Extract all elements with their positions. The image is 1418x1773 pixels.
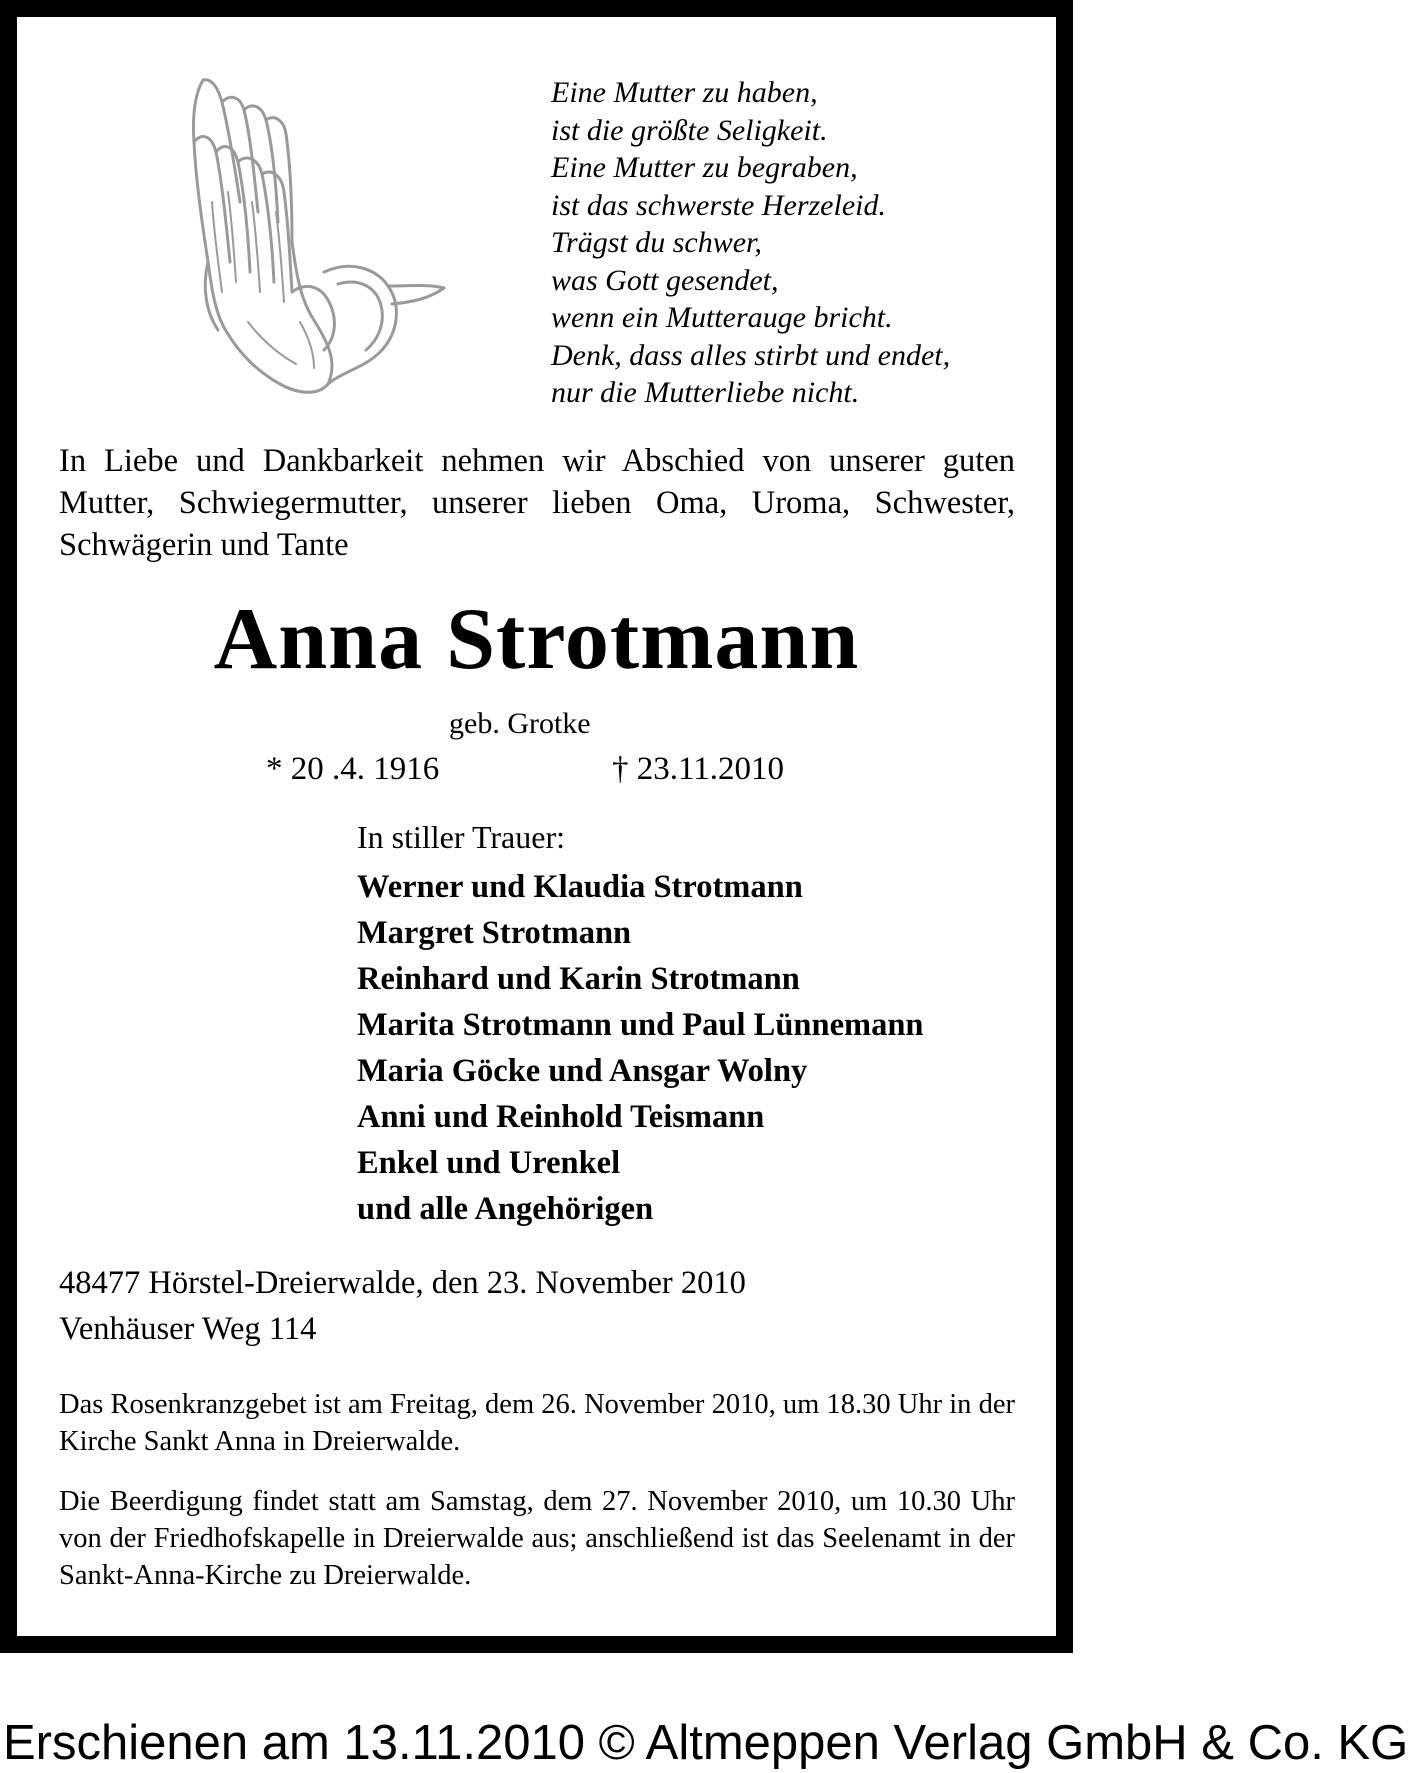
mourner: Maria Göcke und Ansgar Wolny bbox=[357, 1053, 808, 1089]
poem-line: Denk, dass alles stirbt und endet, bbox=[551, 338, 951, 372]
publication-footer: Erschienen am 13.11.2010 © Altmeppen Verlag GmbH & Co. KG bbox=[3, 1716, 1409, 1770]
mourner: Anni und Reinhold Teismann bbox=[357, 1099, 765, 1135]
poem-line: was Gott gesendet, bbox=[551, 263, 779, 297]
poem-line: nur die Mutterliebe nicht. bbox=[551, 376, 860, 409]
praying-hands-icon bbox=[188, 72, 448, 402]
maiden-name: geb. Grotke bbox=[449, 707, 591, 740]
funeral-notice: Die Beerdigung findet statt am Samstag, dem 27. November 2010, um 10.30 Uhr von der Friedhofskapelle in Dreierwalde aus; anschließend ist das Seelenamt in der Sankt-Anna-Kirche zu Dreierwalde. bbox=[59, 1486, 1015, 1591]
deceased-name: Anna Strotmann bbox=[213, 591, 860, 688]
death-date: † 23.11.2010 bbox=[612, 751, 785, 787]
poem-line: ist das schwerste Herzeleid. bbox=[551, 188, 886, 222]
intro-text: In Liebe und Dankbarkeit nehmen wir Abschied von unserer guten Mutter, Schwiegermutter, unserer lieben Oma, Uroma, Schwester, Schwägerin und Tante bbox=[59, 443, 1015, 563]
poem-line: Eine Mutter zu begraben, bbox=[551, 151, 858, 184]
mourners-heading: In stiller Trauer: bbox=[357, 819, 565, 855]
birth-date: * 20 .4. 1916 bbox=[266, 751, 440, 787]
mourner: Werner und Klaudia Strotmann bbox=[357, 869, 803, 905]
poem-line: Trägst du schwer, bbox=[551, 226, 762, 259]
mourner: und alle Angehörigen bbox=[357, 1191, 654, 1227]
place-date: 48477 Hörstel-Dreierwalde, den 23. November 2010 bbox=[59, 1265, 746, 1301]
street-address: Venhäuser Weg 114 bbox=[59, 1311, 317, 1347]
mourners-list bbox=[357, 864, 923, 1232]
address-block bbox=[59, 1260, 746, 1352]
poem-line: Eine Mutter zu haben, bbox=[551, 76, 818, 109]
mourner: Margret Strotmann bbox=[357, 915, 632, 951]
poem bbox=[551, 74, 950, 412]
mourner: Enkel und Urenkel bbox=[357, 1145, 621, 1181]
mourner: Marita Strotmann und Paul Lünnemann bbox=[357, 1007, 924, 1043]
rosary-notice: Das Rosenkranzgebet ist am Freitag, dem 26. November 2010, um 18.30 Uhr in der Kirche Sankt Anna in Dreierwalde. bbox=[59, 1389, 1015, 1457]
poem-line: wenn ein Mutterauge bricht. bbox=[551, 301, 893, 334]
mourner: Reinhard und Karin Strotmann bbox=[357, 961, 800, 997]
poem-line: ist die größte Seligkeit. bbox=[551, 113, 828, 147]
